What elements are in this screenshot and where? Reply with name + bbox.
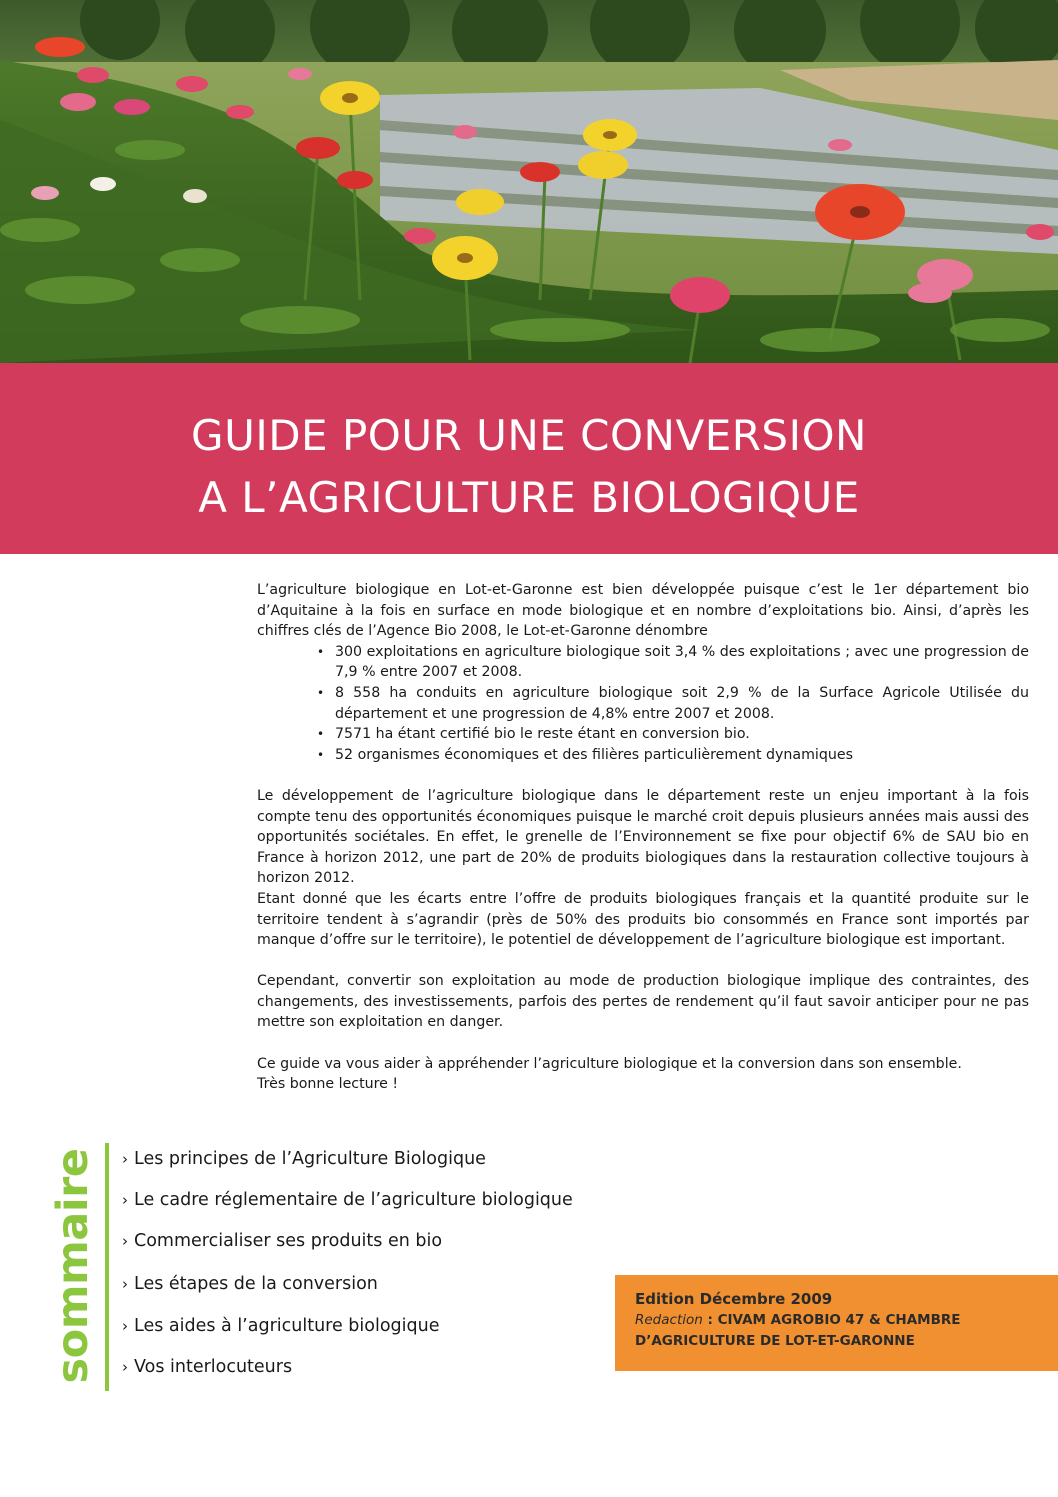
intro-paragraph-2: Le développement de l’agriculture biologique dans le département reste un enjeu important à la fois compte tenu des opportunités économiques puisque le marché croit depuis plusieurs années mais aussi des opportunités sociétales. En effet, le grenelle de l’Environnement se fixe pour objectif 6% de SAU bio en France à horizon 2012, une part de 20% de produits biologiques dans la restauration collective toujours à horizon 2012. — [257, 787, 1029, 887]
chevron-right-icon: › — [122, 1232, 128, 1250]
list-item: • 52 organismes économiques et des filières particulièrement dynamiques — [317, 745, 1029, 766]
sommaire-heading — [48, 1148, 98, 1383]
toc-item-aides[interactable] — [122, 1316, 439, 1336]
list-item: • 300 exploitations en agriculture biologique soit 3,4 % des exploitations ; avec une progression de 7,9 % entre 2007 et 2008. — [317, 642, 1029, 683]
intro-text — [257, 580, 1029, 1095]
title-line-1: GUIDE POUR UNE CONVERSION — [191, 411, 867, 460]
toc-item-label: Les étapes de la conversion — [134, 1274, 378, 1294]
intro-paragraph-1: L’agriculture biologique en Lot-et-Garonne est bien développée puisque c’est le 1er département bio d’Aquitaine à la fois en surface en mode biologique et en nombre d’exploitations bio. Ainsi, d’après les chiffres clés de l’Agence Bio 2008, le Lot-et-Garonne dénombre — [257, 582, 1029, 640]
list-item: • 7571 ha étant certifié bio le reste étant en conversion bio. — [317, 724, 1029, 745]
chevron-right-icon: › — [122, 1275, 128, 1293]
toc-item-principes[interactable] — [122, 1149, 486, 1169]
toc-item-interlocuteurs[interactable] — [122, 1357, 292, 1377]
toc-item-label: Vos interlocuteurs — [134, 1357, 293, 1377]
toc-item-etapes[interactable] — [122, 1274, 378, 1294]
toc-item-commercialiser[interactable] — [122, 1231, 442, 1251]
closing-line: Très bonne lecture ! — [257, 1076, 399, 1093]
toc-item-cadre-reglementaire[interactable] — [122, 1190, 573, 1210]
intro-paragraph-4: Cependant, convertir son exploitation au mode de production biologique implique des contraintes, des changements, des investissements, parfois des pertes de rendement qu’il faut savoir anticiper pour ne pas mettre son exploitation en danger. — [257, 973, 1029, 1031]
edition-date: Edition Décembre 2009 — [635, 1290, 833, 1308]
intro-paragraph-5: Ce guide va vous aider à appréhender l’agriculture biologique et la conversion dans son ensemble. — [257, 1055, 962, 1072]
list-item: • 8 558 ha conduits en agriculture biologique soit 2,9 % de la Surface Agricole Utilisée du département et une progression de 4,8% entre 2007 et 2008. — [317, 683, 1029, 724]
chevron-right-icon: › — [122, 1317, 128, 1335]
toc-item-label: Les aides à l’agriculture biologique — [134, 1316, 440, 1336]
title-line-2: A L’AGRICULTURE BIOLOGIQUE — [198, 473, 860, 522]
chevron-right-icon: › — [122, 1150, 128, 1168]
toc-item-label: Commercialiser ses produits en bio — [134, 1231, 443, 1251]
cover-photo — [0, 0, 1058, 363]
edition-box — [615, 1275, 1058, 1371]
redaction-separator: : — [702, 1312, 718, 1328]
chevron-right-icon: › — [122, 1191, 128, 1209]
chevron-right-icon: › — [122, 1358, 128, 1376]
redaction-line-1 — [635, 1310, 1058, 1331]
key-figures-list — [317, 642, 1029, 766]
redaction-authors-2: D’AGRICULTURE DE LOT-ET-GARONNE — [635, 1333, 915, 1349]
redaction-label: Redaction — [635, 1312, 703, 1328]
toc-item-label: Le cadre réglementaire de l’agriculture biologique — [134, 1190, 573, 1210]
intro-paragraph-3: Etant donné que les écarts entre l’offre de produits biologiques français et la quantité produite sur le territoire tendent à s’agrandir (près de 50% des produits bio consommés en France sont importés par manque d’offre sur le territoire), le potentiel de développement de l’agriculture biologique est important. — [257, 890, 1029, 949]
sommaire-divider — [105, 1143, 109, 1391]
document-title — [0, 405, 1058, 529]
toc-item-label: Les principes de l’Agriculture Biologique — [134, 1149, 486, 1169]
sommaire-label: sommaire — [48, 1148, 98, 1383]
title-band — [0, 363, 1058, 554]
redaction-authors-1: CIVAM AGROBIO 47 & CHAMBRE — [717, 1312, 961, 1328]
